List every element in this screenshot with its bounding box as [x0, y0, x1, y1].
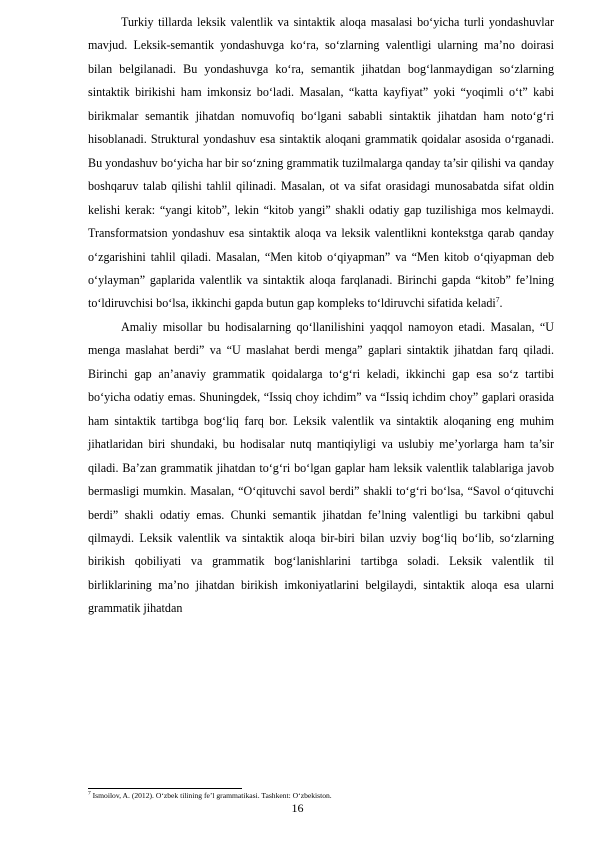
footnote-reference[interactable]: 7: [495, 295, 500, 305]
footnote: [88, 791, 554, 801]
paragraph-1: [88, 11, 554, 316]
paragraph-1-end: .: [499, 296, 503, 311]
paragraph-1-text: Turkiy tillarda leksik valentlik va sintaktik aloqa masalasi bo‘yicha turli yondashuvlar mavjud. Leksik-semantik yondashuvga ko‘ra, so‘zlarning valentligi ularning ma’no doirasi bilan belgilanadi. Bu yondashuvga ko‘ra, semantik jihatdan bog‘lanmaydigan so‘zlarning sintaktik birikishi ham imkonsiz bo‘ladi. Masalan, “katta kayfiyat” yoki “yoqimli o‘t” kabi birikmalar semantik jihatdan nomuvofiq bo‘lgani sababli sintaktik jihatdan ham noto‘g‘ri hisoblanadi. Struktural yondashuv esa sintaktik aloqani grammatik qoidalar asosida o‘rganadi. Bu yondashuv bo‘yicha har bir so‘zning grammatik tuzilmalarga qanday ta’sir qilishi va qanday boshqaruv talab qilishi tahlil qilinadi. Masalan, ot va sifat orasidagi munosabatda sifat oldin kelishi kerak: “yangi kitob”, lekin “kitob yangi” shakli odatiy gap tuzilishiga mos kelmaydi. Transformatsion yondashuv esa sintaktik aloqa va leksik valentlikni kontekstga qarab qanday o‘zgarishini tahlil qiladi. Masalan, “Men kitob o‘qiyapman” va “Men kitob o‘qiyapman deb o‘ylayman” gaplarida valentlik va sintaktik aloqa farqlanadi. Birinchi gapda “kitob” fe’lning to‘ldiruvchisi bo‘lsa, ikkinchi gapda butun gap kompleks to‘ldiruvchi sifatida keladi: [88, 15, 554, 311]
body-text: [88, 11, 554, 621]
footnote-number: 7: [88, 790, 91, 797]
footnote-text: Ismoilov, A. (2012). O‘zbek tilining fe’l grammatikasi. Tashkent: O‘zbekiston.: [90, 791, 332, 800]
footnote-divider: [88, 788, 242, 789]
paragraph-2: [88, 316, 554, 621]
page-number: 16: [291, 801, 304, 815]
paragraph-2-text: Amaliy misollar bu hodisalarning qo‘llanilishini yaqqol namoyon etadi. Masalan, “U menga maslahat berdi” va “U maslahat berdi menga” gaplari sintaktik jihatdan farq qiladi. Birinchi gap an’anaviy grammatik qoidalarga to‘g‘ri keladi, ikkinchi gap esa so‘z tartibi bo‘yicha odatiy emas. Shuningdek, “Issiq choy ichdim” va “Issiq ichdim choy” gaplari orasida ham sintaktik tartibga bog‘liq farq bor. Leksik valentlik va sintaktik aloqaning eng muhim jihatlaridan biri shundaki, bu hodisalar nutq mantiqiyligi va uslubiy me’yorlarga ham ta’sir qiladi. Ba’zan grammatik jihatdan to‘g‘ri bo‘lgan gaplar ham leksik valentlik talablariga javob bermasligi mumkin. Masalan, “O‘qituvchi savol berdi” shakli to‘g‘ri bo‘lsa, “Savol o‘qituvchi berdi” shakli odatiy emas. Chunki semantik jihatdan fe’lning valentligi bu tarkibni qabul qilmaydi. Leksik valentlik va sintaktik aloqa bir-biri bilan uzviy bog‘liq bo‘lib, so‘zlarning birikish qobiliyati va grammatik bog‘lanishlarini tartibga soladi. Leksik valentlik til birliklarining ma’no jihatdan birikish imkoniyatlarini belgilaydi, sintaktik aloqa esa ularni grammatik jihatdan: [88, 319, 554, 616]
